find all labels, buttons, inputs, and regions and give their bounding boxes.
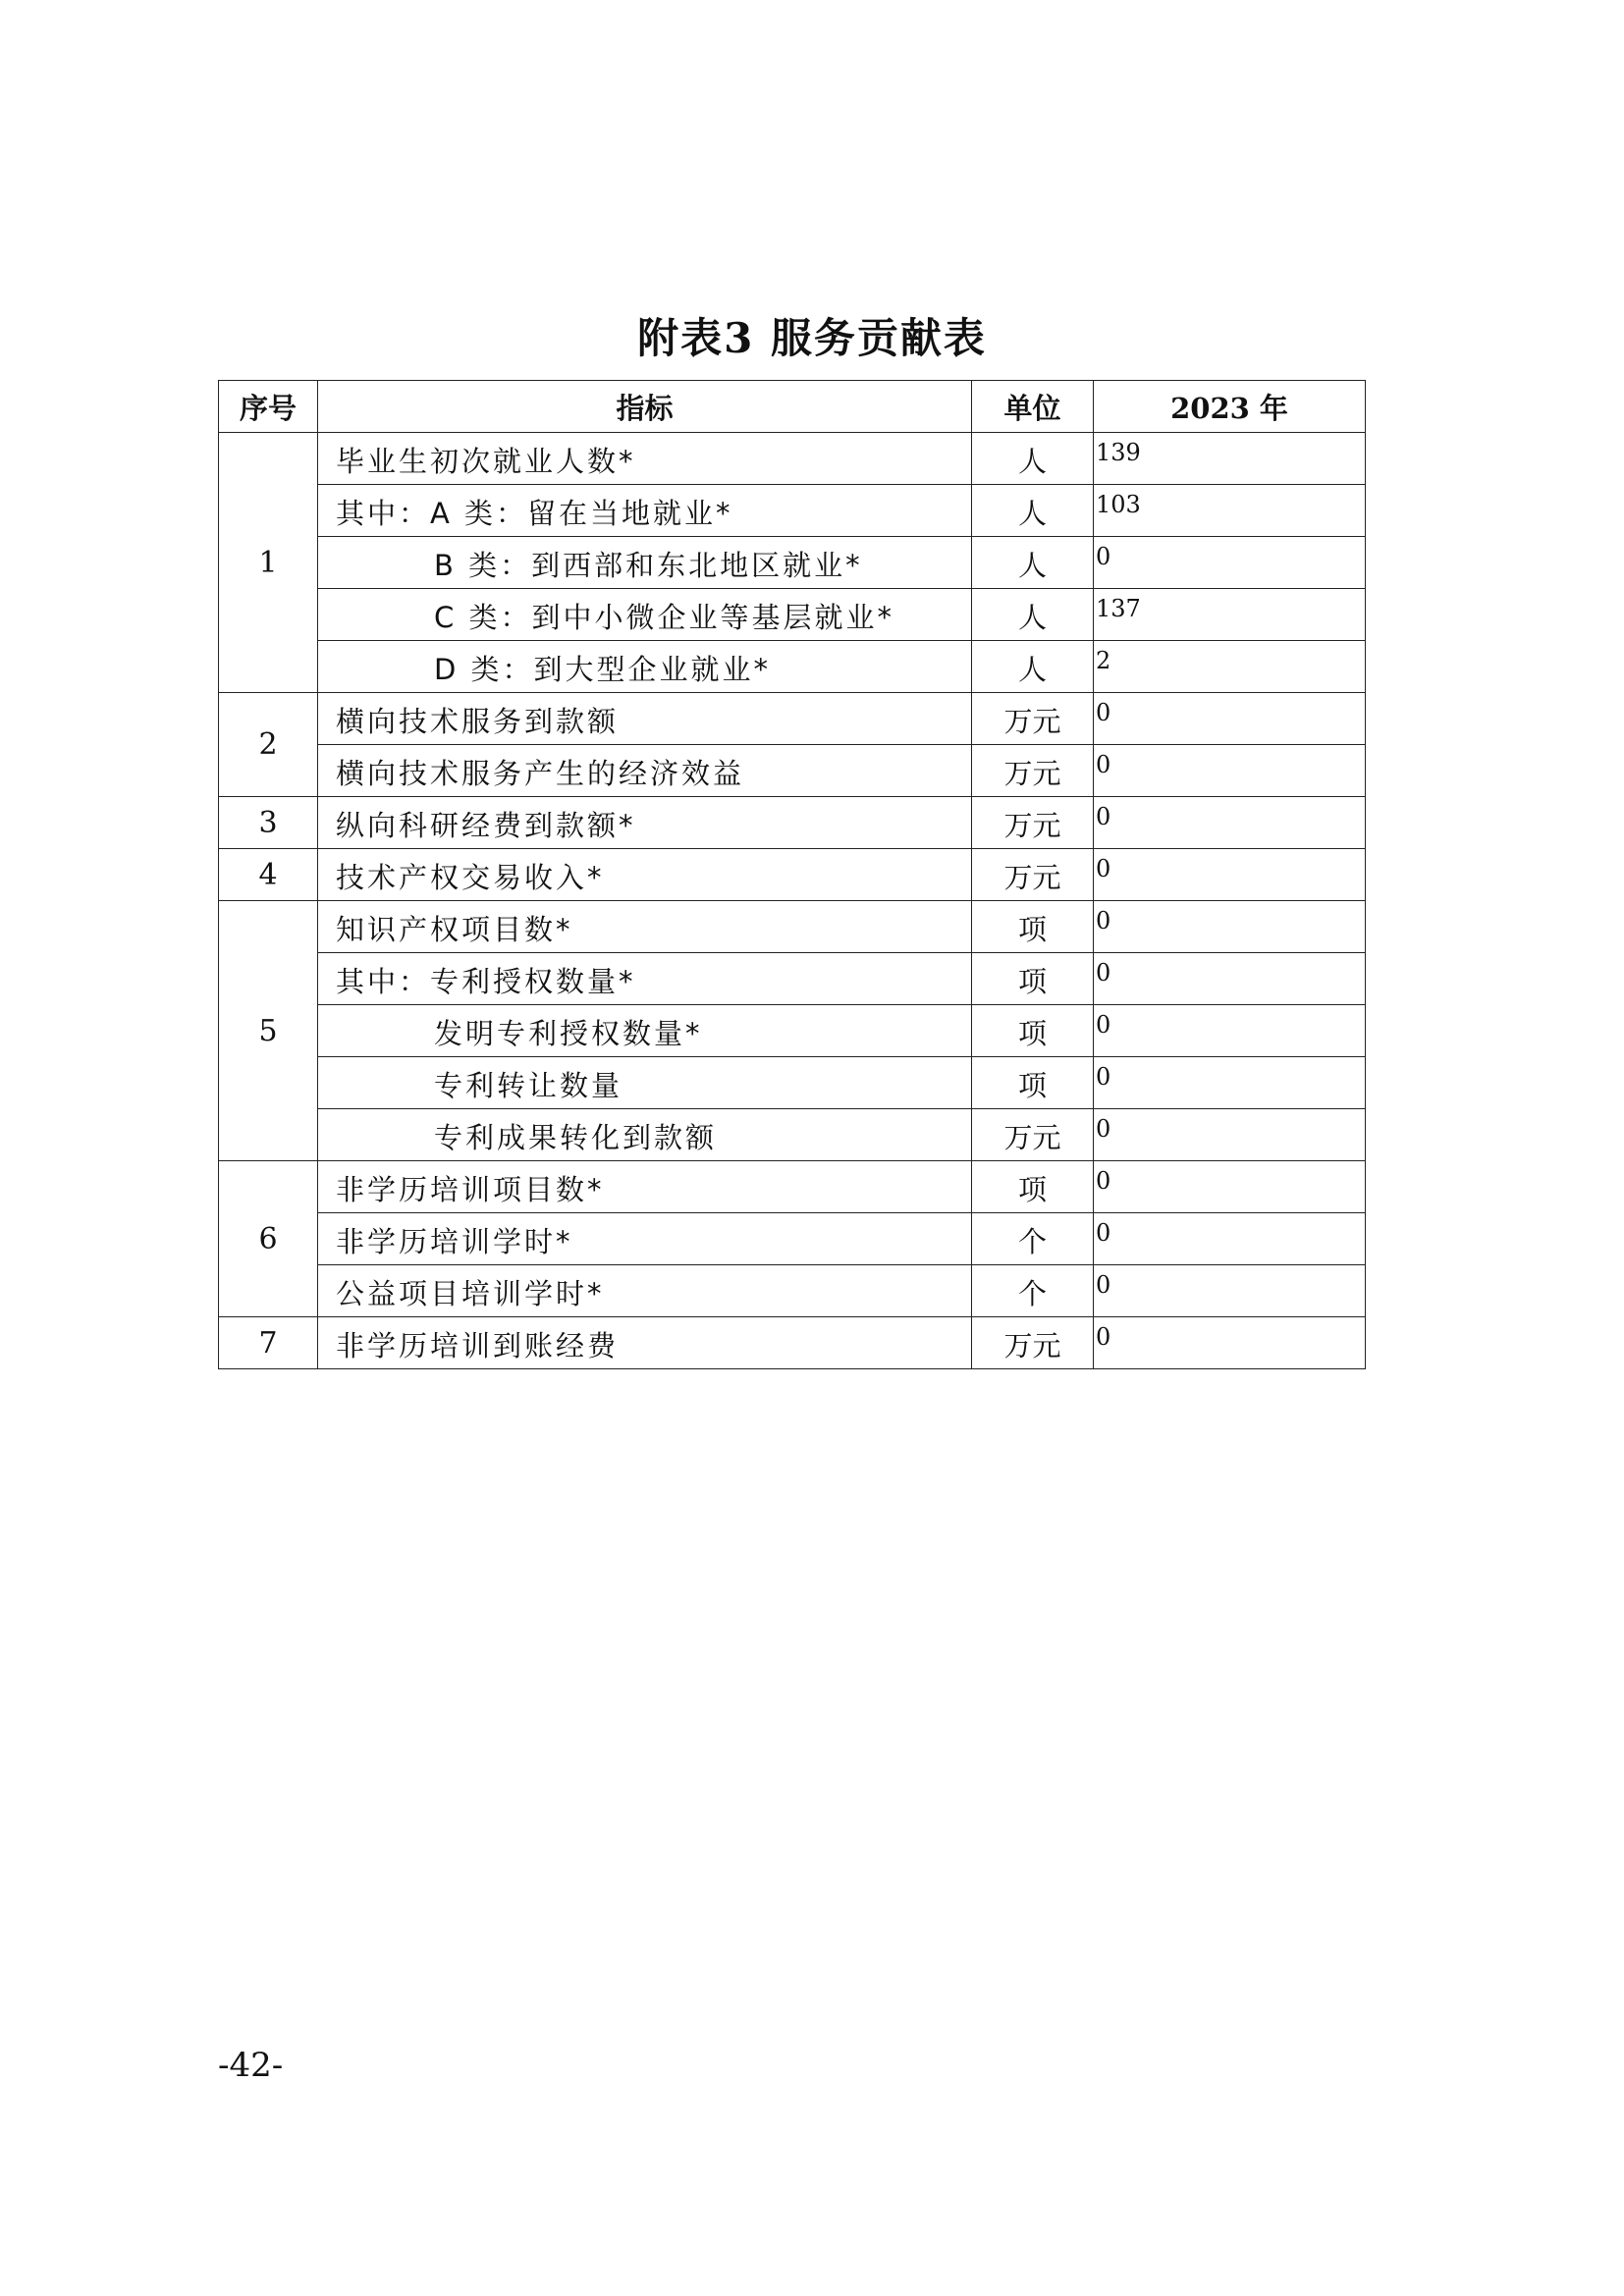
document-title: 附表3 服务贡献表 bbox=[637, 314, 987, 362]
row-unit: 项 bbox=[972, 1161, 1094, 1213]
row-value: 0 bbox=[1094, 849, 1366, 901]
header-year: 2023 年 bbox=[1094, 381, 1366, 433]
row-indicator: 知识产权项目数* bbox=[318, 901, 972, 953]
row-seq-number: 3 bbox=[219, 797, 318, 849]
row-indicator: D 类：到大型企业就业* bbox=[318, 641, 972, 693]
row-indicator: 其中：A 类：留在当地就业* bbox=[318, 485, 972, 537]
row-indicator: 纵向科研经费到款额* bbox=[318, 797, 972, 849]
table-row bbox=[219, 693, 1366, 745]
table-row bbox=[219, 901, 1366, 953]
row-indicator: 横向技术服务到款额 bbox=[318, 693, 972, 745]
table-row bbox=[219, 589, 1366, 641]
row-indicator: 技术产权交易收入* bbox=[318, 849, 972, 901]
row-indicator: 非学历培训学时* bbox=[318, 1213, 972, 1265]
row-unit: 人 bbox=[972, 433, 1094, 485]
row-value: 0 bbox=[1094, 1057, 1366, 1109]
row-seq-number: 7 bbox=[219, 1317, 318, 1369]
row-value: 0 bbox=[1094, 745, 1366, 797]
table-row bbox=[219, 485, 1366, 537]
table-row bbox=[219, 1161, 1366, 1213]
row-unit: 个 bbox=[972, 1213, 1094, 1265]
row-indicator: 非学历培训到账经费 bbox=[318, 1317, 972, 1369]
row-indicator: C 类：到中小微企业等基层就业* bbox=[318, 589, 972, 641]
table-row bbox=[219, 1317, 1366, 1369]
row-indicator: 毕业生初次就业人数* bbox=[318, 433, 972, 485]
row-value: 0 bbox=[1094, 1161, 1366, 1213]
row-value: 0 bbox=[1094, 537, 1366, 589]
row-unit: 项 bbox=[972, 1057, 1094, 1109]
row-value: 103 bbox=[1094, 485, 1366, 537]
table-row bbox=[219, 953, 1366, 1005]
table-row bbox=[219, 745, 1366, 797]
row-value: 0 bbox=[1094, 1213, 1366, 1265]
row-value: 0 bbox=[1094, 1005, 1366, 1057]
row-unit: 万元 bbox=[972, 849, 1094, 901]
row-unit: 项 bbox=[972, 901, 1094, 953]
row-seq-number: 6 bbox=[219, 1161, 318, 1317]
table-row bbox=[219, 1265, 1366, 1317]
row-value: 0 bbox=[1094, 1265, 1366, 1317]
row-value: 0 bbox=[1094, 1109, 1366, 1161]
row-seq-number: 2 bbox=[219, 693, 318, 797]
table-row bbox=[219, 1005, 1366, 1057]
table-row bbox=[219, 433, 1366, 485]
table-row bbox=[219, 797, 1366, 849]
row-unit: 万元 bbox=[972, 1317, 1094, 1369]
row-unit: 人 bbox=[972, 537, 1094, 589]
row-value: 2 bbox=[1094, 641, 1366, 693]
row-unit: 万元 bbox=[972, 693, 1094, 745]
row-unit: 人 bbox=[972, 589, 1094, 641]
row-indicator: B 类：到西部和东北地区就业* bbox=[318, 537, 972, 589]
row-value: 0 bbox=[1094, 1317, 1366, 1369]
table-header-row bbox=[219, 381, 1366, 433]
row-unit: 项 bbox=[972, 953, 1094, 1005]
row-unit: 项 bbox=[972, 1005, 1094, 1057]
row-unit: 万元 bbox=[972, 1109, 1094, 1161]
header-unit: 单位 bbox=[972, 381, 1094, 433]
table-row bbox=[219, 849, 1366, 901]
page-number: -42- bbox=[218, 2046, 284, 2085]
row-seq-number: 5 bbox=[219, 901, 318, 1161]
row-indicator: 发明专利授权数量* bbox=[318, 1005, 972, 1057]
row-value: 0 bbox=[1094, 797, 1366, 849]
header-indicator: 指标 bbox=[318, 381, 972, 433]
row-indicator: 公益项目培训学时* bbox=[318, 1265, 972, 1317]
row-value: 139 bbox=[1094, 433, 1366, 485]
row-value: 0 bbox=[1094, 901, 1366, 953]
row-indicator: 横向技术服务产生的经济效益 bbox=[318, 745, 972, 797]
row-indicator: 非学历培训项目数* bbox=[318, 1161, 972, 1213]
table-row bbox=[219, 1213, 1366, 1265]
row-value: 0 bbox=[1094, 953, 1366, 1005]
table-row bbox=[219, 537, 1366, 589]
header-seq: 序号 bbox=[219, 381, 318, 433]
table-row bbox=[219, 641, 1366, 693]
row-indicator: 其中：专利授权数量* bbox=[318, 953, 972, 1005]
service-contribution-table bbox=[218, 380, 1366, 1369]
row-value: 0 bbox=[1094, 693, 1366, 745]
table-row bbox=[219, 1057, 1366, 1109]
row-unit: 万元 bbox=[972, 745, 1094, 797]
row-seq-number: 1 bbox=[219, 433, 318, 693]
row-unit: 个 bbox=[972, 1265, 1094, 1317]
row-indicator: 专利成果转化到款额 bbox=[318, 1109, 972, 1161]
table-body bbox=[219, 433, 1366, 1369]
row-value: 137 bbox=[1094, 589, 1366, 641]
row-unit: 万元 bbox=[972, 797, 1094, 849]
row-indicator: 专利转让数量 bbox=[318, 1057, 972, 1109]
row-unit: 人 bbox=[972, 485, 1094, 537]
row-seq-number: 4 bbox=[219, 849, 318, 901]
row-unit: 人 bbox=[972, 641, 1094, 693]
table-row bbox=[219, 1109, 1366, 1161]
